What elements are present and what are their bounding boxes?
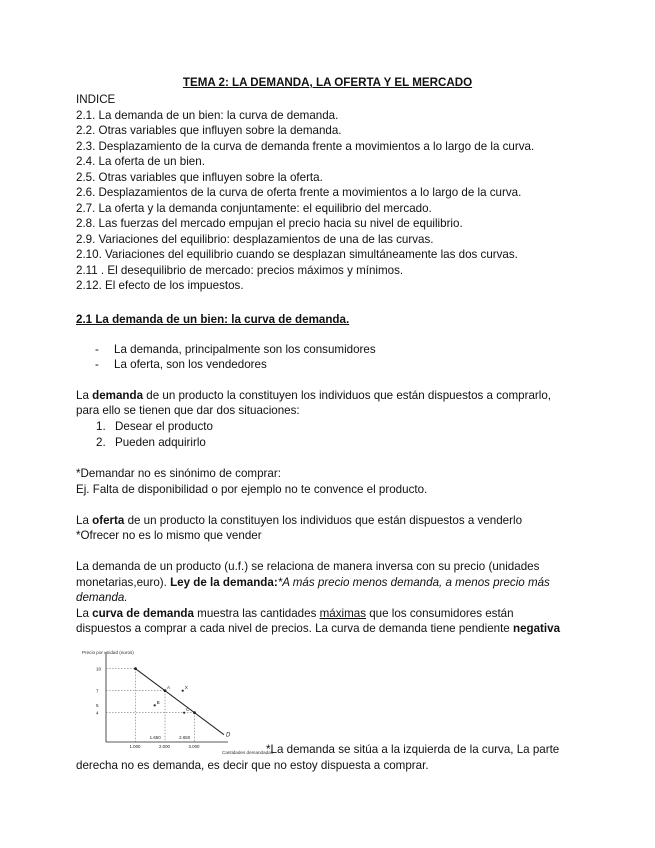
marker-point (182, 690, 184, 692)
index-item: 2.6. Desplazamientos de la curva de oferta frente a movimientos a lo largo de la curva. (76, 186, 522, 199)
x-tick-label: 2.000 (159, 744, 170, 749)
paragraph-demanda: La demanda de un producto la constituyen los individuos que están dispuestos a comprarlo, (76, 389, 551, 402)
index-heading: INDICE (76, 93, 116, 106)
marker-label: B (156, 699, 160, 705)
marker-label: X (184, 685, 188, 691)
note-line: Ej. Falta de disponibilidad o por ejemplo no te convence el producto. (76, 483, 428, 496)
y-tick-label: 4 (96, 710, 99, 716)
marker-point (183, 712, 185, 714)
paragraph-curva: La curva de demanda muestra las cantidades máximas que los consumidores están (76, 607, 514, 620)
numbered-item (76, 435, 206, 450)
paragraph-oferta: La oferta de un producto la constituyen los individuos que están dispuestos a venderlo (76, 514, 523, 527)
marker-label: C (186, 707, 190, 713)
y-tick-label: 5 (96, 702, 99, 708)
y-tick-label: 7 (96, 688, 99, 694)
paragraph-ley-line2: monetarias,euro). Ley de la demanda:*A más precio menos demanda, a menos precio más (76, 576, 550, 589)
annotation-label: 2.650 (179, 735, 191, 740)
y-axis-label: Precio por unidad (euros) (82, 650, 134, 655)
marker-point (154, 704, 156, 706)
section-heading: 2.1 La demanda de un bien: la curva de demanda. (76, 313, 350, 326)
paragraph-ley: La demanda de un producto (u.f.) se relaciona de manera inversa con su precio (unidades (76, 560, 540, 573)
paragraph-curva-line2: dispuestos a comprar a cada nivel de precios. La curva de demanda tiene pendiente negativa (76, 622, 561, 635)
term-maximas: máximas (319, 607, 366, 620)
index-item: 2.8. Las fuerzas del mercado empujan el precio hacia su nivel de equilibrio. (76, 217, 463, 230)
bullet-item (76, 342, 376, 357)
paragraph-demanda-line2: para ello se tienen que dar dos situaciones: (76, 404, 300, 417)
marker-point (164, 690, 166, 692)
index-item: 2.7. La oferta y la demanda conjuntamente: el equilibrio del mercado. (76, 202, 432, 215)
term-ley-demanda: Ley de la demanda: (170, 576, 278, 589)
bullet-dash: - (95, 358, 99, 371)
x-axis-label: Cantidades demandadas (222, 750, 274, 755)
chart-caption-line2: derecha no es demanda, es decir que no estoy dispuesta a comprar. (76, 759, 429, 772)
index-item: 2.4. La oferta de un bien. (76, 155, 205, 168)
index-item: 2.12. El efecto de los impuestos. (76, 279, 244, 292)
term-negativa: negativa (512, 622, 561, 635)
index-item: 2.9. Variaciones del equilibrio: desplazamientos de una de las curvas. (76, 233, 434, 246)
index-item: 2.1. La demanda de un bien: la curva de demanda. (76, 109, 339, 122)
demand-curve-line (136, 669, 225, 735)
numbered-item (76, 419, 213, 434)
x-tick-label: 3.000 (188, 744, 200, 749)
bullet-item (76, 357, 267, 372)
term-demanda: demanda (92, 389, 144, 402)
item-number: 1. (96, 420, 106, 433)
annotation-label: 1.650 (149, 735, 161, 740)
term-curva-demanda: curva de demanda (92, 607, 194, 620)
index-item: 2.11 . El desequilibrio de mercado: precios máximos y mínimos. (76, 264, 404, 277)
index-item: 2.2. Otras variables que influyen sobre la demanda. (76, 124, 342, 137)
index-item: 2.10. Variaciones del equilibrio cuando se desplazan simultáneamente las dos curvas. (76, 248, 518, 261)
data-point (134, 667, 137, 670)
item-number: 2. (96, 436, 106, 449)
paragraph-oferta-line2: *Ofrecer no es lo mismo que vender (76, 529, 262, 542)
x-tick-label: 1.000 (129, 744, 141, 749)
bullet-dash: - (95, 343, 99, 356)
item-text: Pueden adquirirlo (115, 436, 206, 449)
paragraph-ley-line3: demanda. (76, 591, 128, 604)
bullet-text: La oferta, son los vendedores (114, 358, 267, 371)
demand-curve-chart (80, 645, 274, 763)
bullet-text: La demanda, principalmente son los consumidores (114, 343, 376, 356)
note-line: *Demandar no es sinónimo de comprar: (76, 467, 281, 480)
document-title: TEMA 2: LA DEMANDA, LA OFERTA Y EL MERCADO (182, 76, 473, 89)
index-item: 2.5. Otras variables que influyen sobre la oferta. (76, 171, 323, 184)
marker-label: A (167, 685, 171, 691)
chart-caption: *La demanda se sitúa a la izquierda de la curva, La parte (266, 743, 560, 756)
curve-label: D (226, 732, 231, 739)
item-text: Desear el producto (115, 420, 213, 433)
term-oferta: oferta (92, 514, 125, 527)
y-tick-label: 10 (96, 666, 102, 672)
data-point (193, 711, 196, 714)
index-item: 2.3. Desplazamiento de la curva de demanda frente a movimientos a lo largo de la curva. (76, 140, 535, 153)
